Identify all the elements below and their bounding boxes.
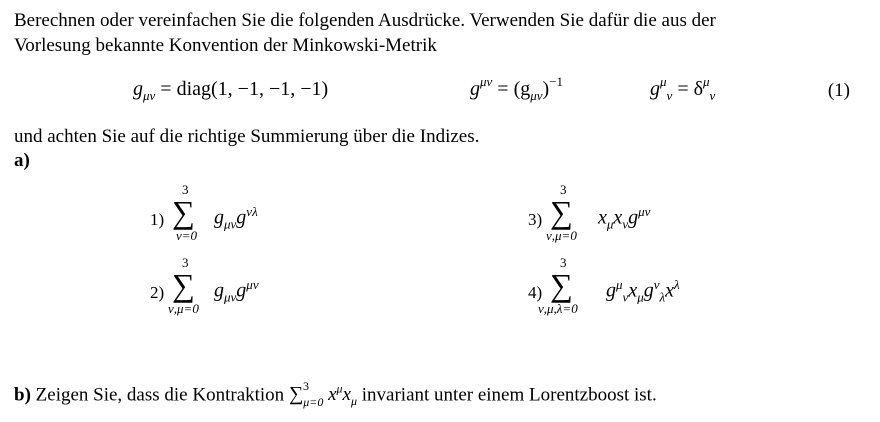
sum-lower-limit: ν=0	[176, 228, 198, 243]
mixed-sub: ν	[666, 88, 673, 103]
sum-expression: $g_{\mu\nu}g^{\nu\lambda}$	[214, 204, 258, 232]
sum-upper-limit: 3	[182, 182, 189, 197]
intro-line-1: Berechnen oder vereinfachen Sie die folgenden Ausdrücke. Verwenden Sie dafür die aus der	[14, 10, 716, 31]
sum-upper-limit: 3	[560, 255, 567, 270]
sigma-symbol: ∑	[172, 194, 195, 230]
part-b-text-after: invariant unter einem Lorentzboost ist.	[361, 384, 657, 406]
part-b-label: b)	[14, 384, 31, 406]
metric-symbol: g	[133, 78, 143, 100]
delta-sup: μ	[703, 74, 710, 89]
after-equation-text: und achten Sie auf die richtige Summierung über die Indizes.	[14, 126, 480, 147]
sum-upper-limit: 3	[560, 182, 567, 197]
sum-lower-limit: ν,μ,λ=0	[538, 301, 578, 316]
inverse-exponent: −1	[549, 74, 564, 89]
sigma-symbol: ∑	[288, 383, 304, 406]
sum-expression: $g_{\mu\nu}g^{\mu\nu}$	[214, 277, 259, 305]
sum-item-3	[528, 182, 828, 250]
sum-upper-limit: 3	[182, 255, 189, 270]
inverse-metric	[470, 74, 564, 103]
sigma-symbol: ∑	[550, 194, 573, 230]
inverse-rhs-close: )	[542, 78, 550, 100]
part-b-sum-upper: 3	[302, 379, 309, 394]
sum-item-1	[150, 182, 450, 250]
inverse-rhs-open: = (g	[497, 78, 531, 100]
part-b-sum	[288, 379, 328, 410]
part-b-sum-lower: μ=0	[303, 395, 324, 410]
equation-number: (1)	[827, 80, 850, 101]
sum-item-label: 4)	[528, 283, 543, 302]
part-a-label: a)	[14, 150, 30, 171]
intro-line-2: Vorlesung bekannte Konvention der Minkowski-Metrik	[14, 35, 437, 56]
metric-rhs: = diag(1, −1, −1, −1)	[160, 78, 329, 100]
sum-item-4	[528, 255, 828, 323]
mixed-sup: μ	[660, 74, 667, 89]
sum-lower-limit: ν,μ=0	[168, 301, 199, 316]
sum-item-label: 1)	[150, 210, 165, 229]
part-b-line	[14, 377, 657, 414]
delta-sub: ν	[709, 88, 716, 103]
sum-expression: $g^\mu_\nu x_\mu g^\nu_\lambda x^\lambda$	[606, 277, 680, 305]
sum-lower-limit: ν,μ=0	[546, 228, 577, 243]
metric-definition	[133, 78, 328, 101]
sum-item-label: 2)	[150, 283, 165, 302]
part-b-text-before: Zeigen Sie, dass die Kontraktion	[35, 384, 285, 406]
inverse-rhs-sub: μν	[530, 88, 543, 103]
inverse-sup: μν	[480, 74, 493, 89]
mixed-symbol: g	[650, 78, 660, 100]
metric-sub: μν	[143, 88, 156, 103]
sum-item-2	[150, 255, 450, 323]
inverse-symbol: g	[470, 78, 480, 100]
sigma-symbol: ∑	[172, 267, 195, 303]
sum-item-label: 3)	[528, 210, 543, 229]
delta-symbol: = δ	[677, 78, 704, 100]
kronecker-delta	[650, 74, 716, 103]
sum-expression: $x_\mu x_\nu g^{\mu\nu}$	[598, 204, 651, 232]
sigma-symbol: ∑	[550, 267, 573, 303]
part-b-expr: $x^\mu x_\mu$	[328, 382, 358, 409]
